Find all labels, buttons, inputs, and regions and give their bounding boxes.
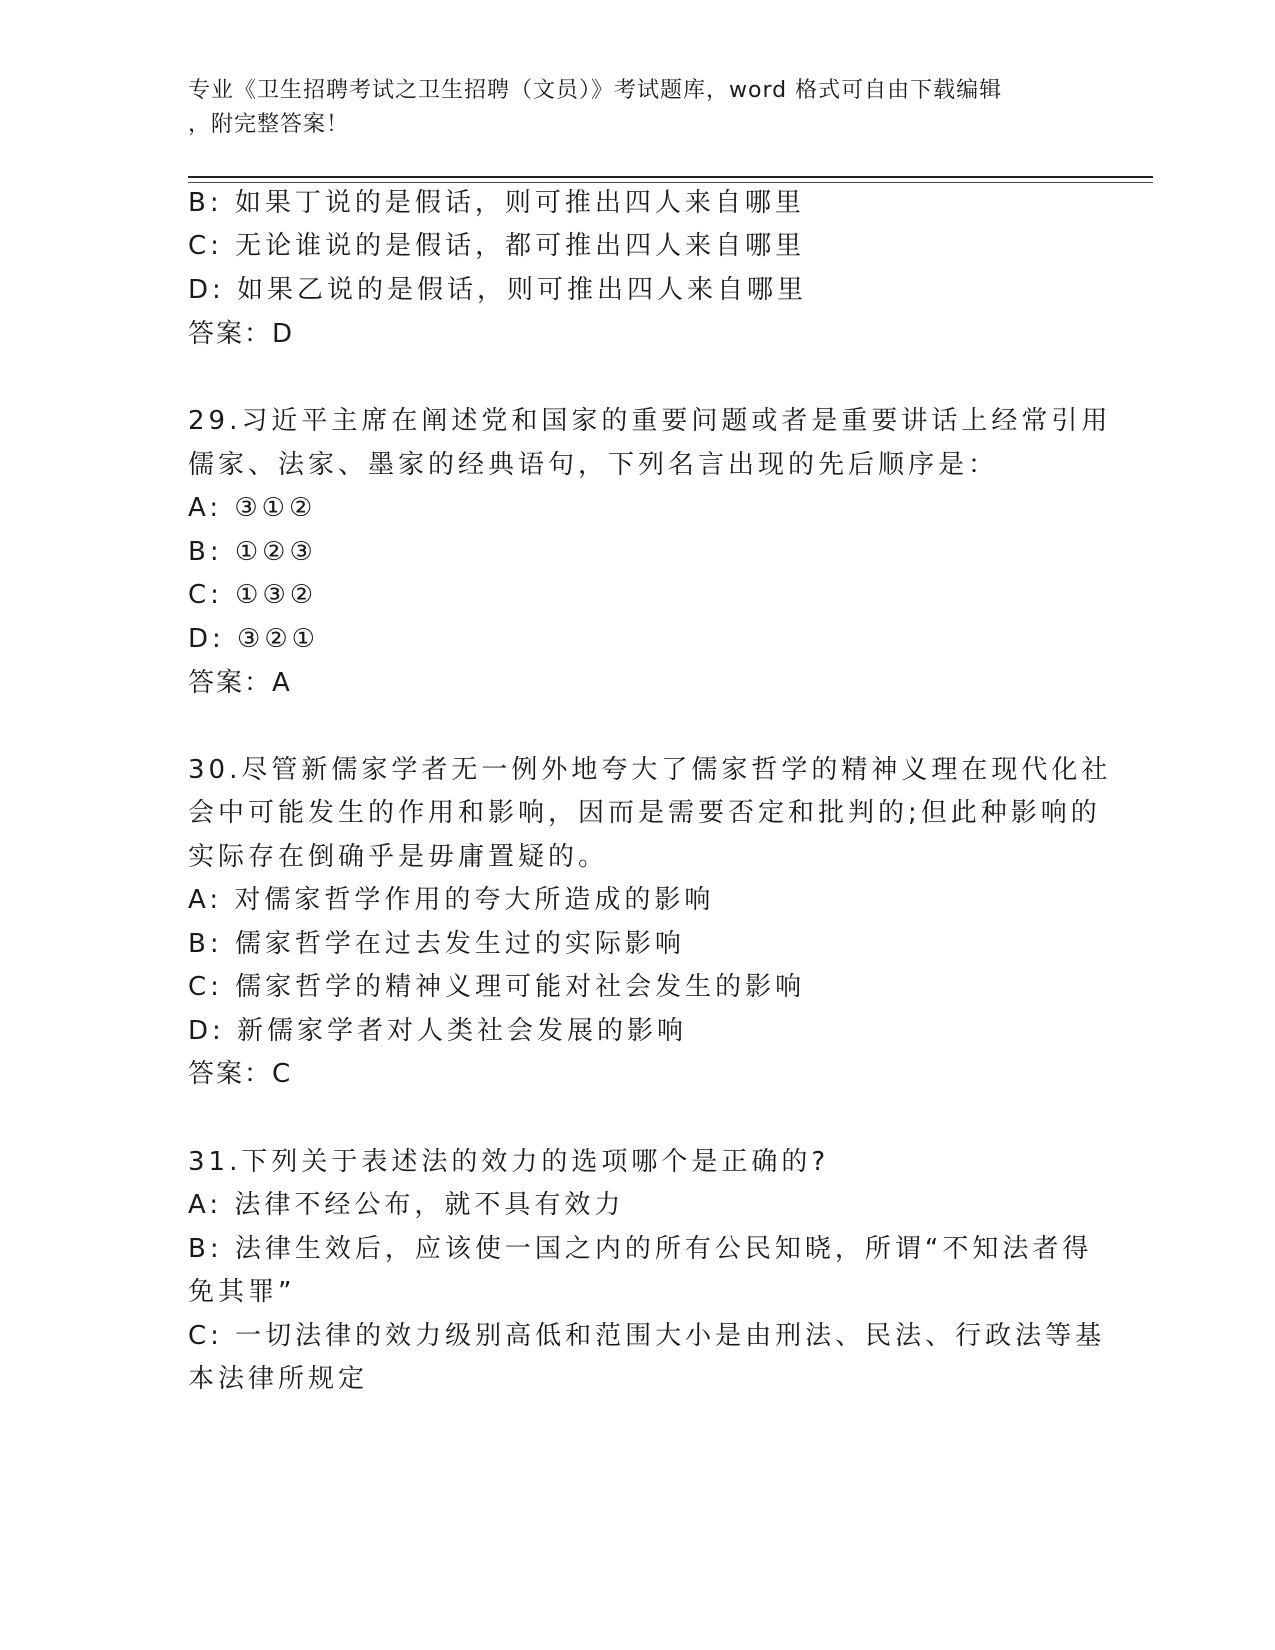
q29-answer: 答案：A	[188, 668, 292, 698]
q30-stem-line-1: 30.尽管新儒家学者无一例外地夸大了儒家哲学的精神义理在现代化社	[188, 755, 1112, 785]
q30-option-a: A: 对儒家哲学作用的夸大所造成的影响	[188, 885, 715, 915]
document-header	[188, 74, 1088, 142]
q31-stem: 31.下列关于表述法的效力的选项哪个是正确的?	[188, 1147, 830, 1177]
q29-option-c: C: ①③②	[188, 580, 318, 610]
q30-option-b: B: 儒家哲学在过去发生过的实际影响	[188, 929, 685, 959]
q31-option-a: A: 法律不经公布，就不具有效力	[188, 1190, 625, 1220]
q30-option-c: C: 儒家哲学的精神义理可能对社会发生的影响	[188, 972, 806, 1002]
header-line-1: 专业《卫生招聘考试之卫生招聘（文员）》考试题库，word 格式可自由下载编辑	[188, 78, 1003, 103]
header-rule-thick	[188, 176, 1153, 178]
q31-option-b-line-1: B: 法律生效后，应该使一国之内的所有公民知晓，所谓“不知法者得	[188, 1234, 1093, 1264]
q30-answer: 答案：C	[188, 1059, 293, 1089]
q29-option-a: A: ③①②	[188, 493, 317, 523]
q28-option-b: B: 如果丁说的是假话，则可推出四人来自哪里	[188, 188, 805, 218]
q31-option-c-line-2: 本法律所规定	[188, 1364, 369, 1394]
q30-option-d: D: 新儒家学者对人类社会发展的影响	[188, 1016, 688, 1046]
q28-option-c: C: 无论谁说的是假话，都可推出四人来自哪里	[188, 231, 806, 261]
q29-stem-line-1: 29.习近平主席在阐述党和国家的重要问题或者是重要讲话上经常引用	[188, 406, 1112, 436]
q28-answer: 答案：D	[188, 319, 295, 349]
q28-option-d: D: 如果乙说的是假话，则可推出四人来自哪里	[188, 275, 808, 305]
q31-option-c-line-1: C: 一切法律的效力级别高低和范围大小是由刑法、民法、行政法等基	[188, 1321, 1106, 1351]
q29-option-d: D: ③②①	[188, 624, 319, 654]
q29-option-b: B: ①②③	[188, 537, 317, 567]
q29-stem-line-2: 儒家、法家、墨家的经典语句，下列名言出现的先后顺序是：	[188, 450, 999, 480]
header-line-2: ，附完整答案！	[188, 112, 350, 137]
header-rule-thin	[188, 182, 1153, 183]
q30-stem-line-3: 实际存在倒确乎是毋庸置疑的。	[188, 842, 609, 872]
q31-option-b-line-2: 免其罪”	[188, 1277, 296, 1307]
q30-stem-line-2: 会中可能发生的作用和影响，因而是需要否定和批判的;但此种影响的	[188, 798, 1101, 828]
